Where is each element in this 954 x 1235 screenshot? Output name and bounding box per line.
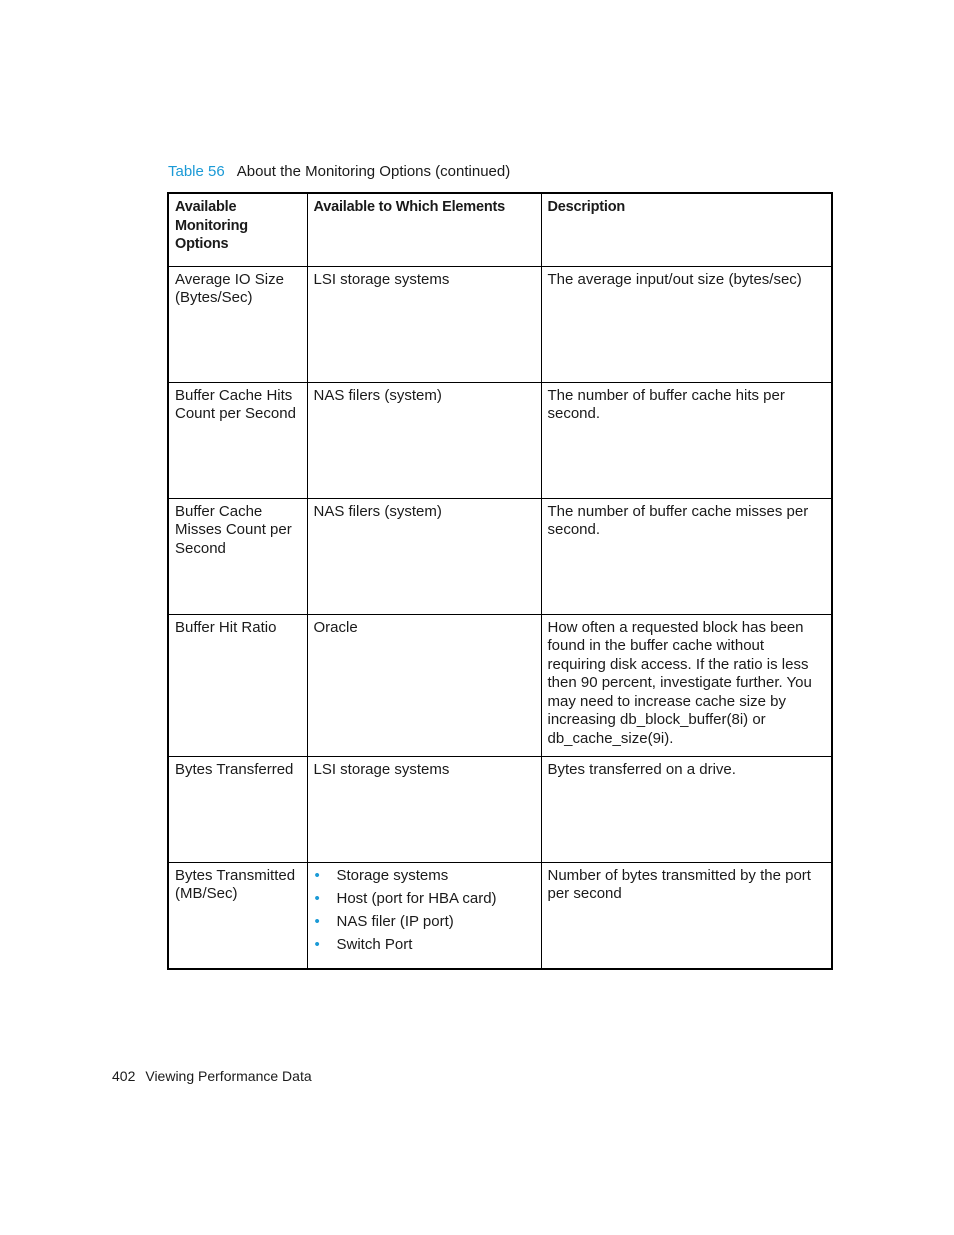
table-caption — [168, 162, 510, 182]
option-cell: Buffer Cache Misses Count per Second — [168, 498, 307, 614]
description-cell: Bytes transferred on a drive. — [541, 756, 832, 862]
bullet-icon: • — [314, 936, 320, 954]
description-cell: The average input/out size (bytes/sec) — [541, 266, 832, 382]
table-row — [168, 382, 832, 498]
elements-cell: Oracle — [307, 614, 541, 756]
page-footer — [112, 1066, 312, 1086]
bullet-icon: • — [314, 866, 320, 884]
elements-cell: LSI storage systems — [307, 756, 541, 862]
elements-cell: NAS filers (system) — [307, 498, 541, 614]
list-item — [314, 867, 535, 886]
list-item-text: Switch Port — [336, 936, 413, 954]
elements-cell: LSI storage systems — [307, 266, 541, 382]
table-title: About the Monitoring Options (continued) — [236, 163, 511, 180]
option-cell: Average IO Size (Bytes/Sec) — [168, 266, 307, 382]
header-available-to-which-elements — [307, 193, 541, 266]
description-cell: How often a requested block has been found in the buffer cache without requiring disk access. If the ratio is less then 90 percent, investigate further. You may need to increase cache size by increasing db_block_buffer(8i) or db_cache_size(9i). — [541, 614, 832, 756]
list-item — [314, 913, 535, 932]
list-item — [314, 890, 535, 909]
list-item-text: NAS filer (IP port) — [336, 913, 454, 931]
table-label: Table 56 — [168, 163, 225, 180]
table-header-row — [168, 193, 832, 266]
option-cell: Bytes Transmitted (MB/Sec) — [168, 862, 307, 969]
elements-bullet-list — [314, 867, 535, 955]
table-row — [168, 614, 832, 756]
table-row — [168, 756, 832, 862]
description-cell: The number of buffer cache misses per second. — [541, 498, 832, 614]
list-item-text: Storage systems — [336, 866, 449, 884]
monitoring-options-table — [167, 192, 833, 970]
footer-section-title: Viewing Performance Data — [145, 1068, 312, 1084]
option-cell: Bytes Transferred — [168, 756, 307, 862]
table-row — [168, 266, 832, 382]
option-cell: Buffer Hit Ratio — [168, 614, 307, 756]
elements-cell: NAS filers (system) — [307, 382, 541, 498]
option-cell: Buffer Cache Hits Count per Second — [168, 382, 307, 498]
bullet-icon: • — [314, 889, 320, 907]
header-available-monitoring-options — [168, 193, 307, 266]
header-label: Available Monitoring Options — [175, 199, 248, 252]
list-item — [314, 936, 535, 955]
bullet-icon: • — [314, 913, 320, 931]
page-number: 402 — [112, 1068, 136, 1084]
table-row — [168, 498, 832, 614]
header-label: Description — [547, 199, 626, 215]
description-cell: Number of bytes transmitted by the port per second — [541, 862, 832, 969]
description-cell: The number of buffer cache hits per second. — [541, 382, 832, 498]
elements-cell — [307, 862, 541, 969]
table-row — [168, 862, 832, 969]
header-description — [541, 193, 832, 266]
header-label: Available to Which Elements — [313, 199, 505, 215]
list-item-text: Host (port for HBA card) — [336, 889, 497, 907]
